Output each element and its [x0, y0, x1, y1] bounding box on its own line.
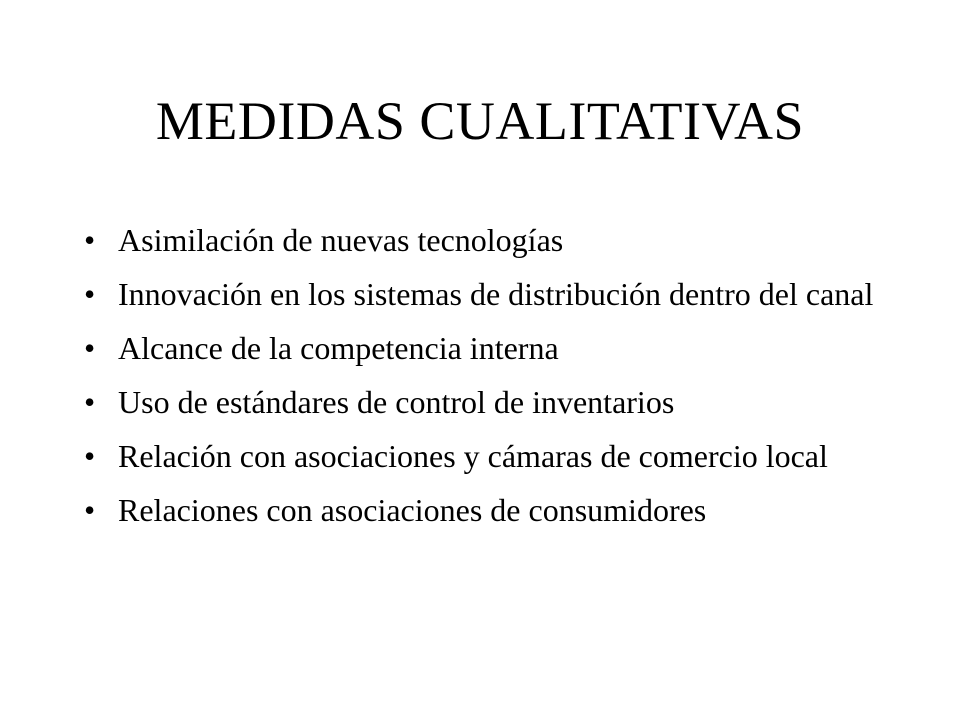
bullet-icon: •: [84, 276, 96, 312]
bullet-item: [80, 328, 880, 368]
bullet-item: [80, 382, 880, 422]
bullet-list: [80, 220, 880, 544]
slide-title: MEDIDAS CUALITATIVAS: [155, 91, 805, 151]
bullet-icon: •: [84, 492, 96, 528]
bullet-text: Alcance de la competencia interna: [118, 330, 559, 366]
bullet-item: [80, 220, 880, 260]
bullet-icon: •: [84, 330, 96, 366]
bullet-text: Relación con asociaciones y cámaras de comercio local: [118, 438, 828, 474]
bullet-item: [80, 490, 880, 530]
bullet-text: Innovación en los sistemas de distribución dentro del canal: [118, 276, 874, 312]
bullet-item: [80, 436, 880, 476]
bullet-text: Asimilación de nuevas tecnologías: [118, 222, 564, 258]
bullet-item: [80, 274, 880, 314]
bullet-icon: •: [84, 222, 96, 258]
bullet-icon: •: [84, 384, 96, 420]
bullet-icon: •: [84, 438, 96, 474]
bullet-text: Uso de estándares de control de inventarios: [118, 384, 675, 420]
bullet-text: Relaciones con asociaciones de consumidores: [118, 492, 707, 528]
